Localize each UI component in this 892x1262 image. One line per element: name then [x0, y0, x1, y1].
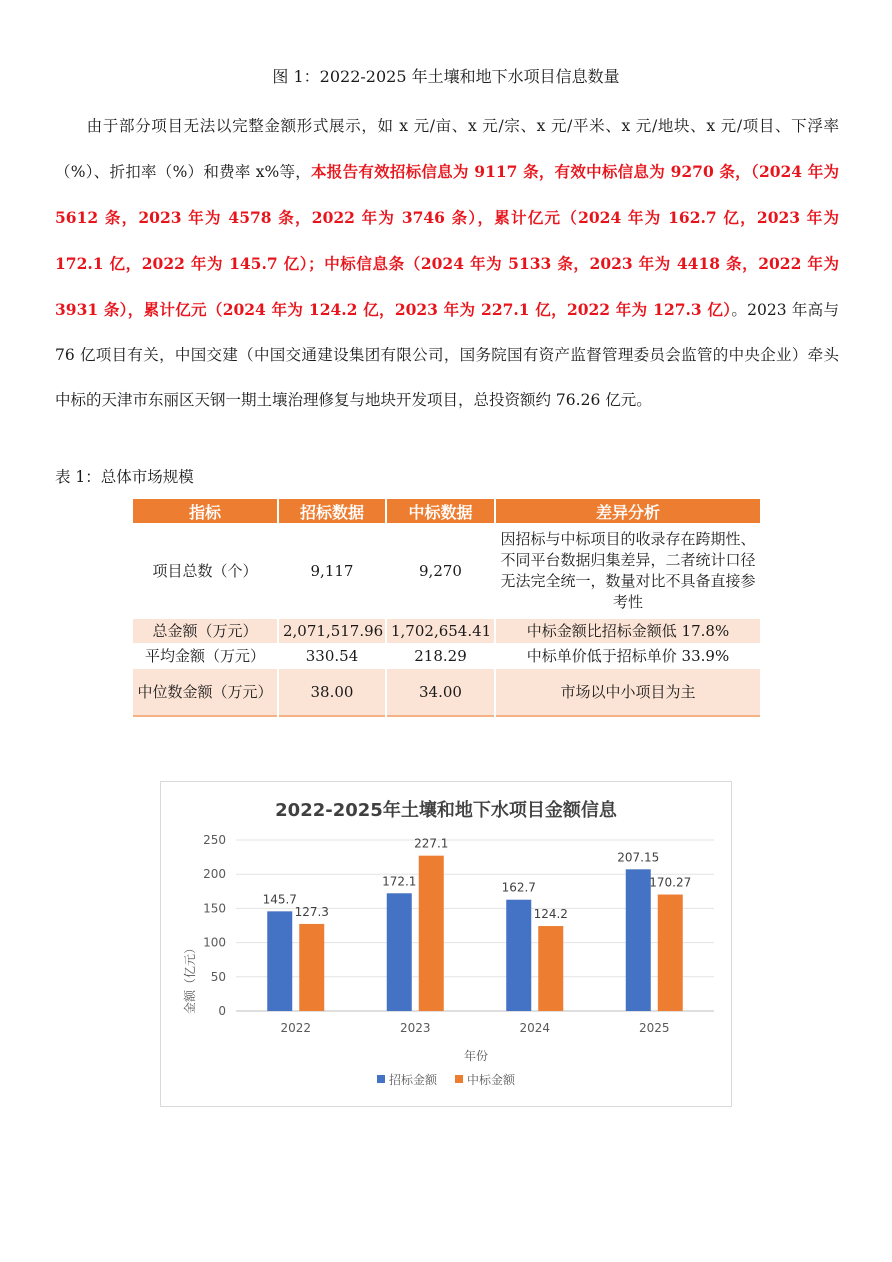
table-cell: 市场以中小项目为主 [495, 669, 760, 716]
data-label: 172.1 [382, 874, 417, 889]
y-tick-label: 100 [203, 935, 226, 950]
table-cell: 中标金额比招标金额低 17.8% [495, 619, 760, 643]
paragraph-highlight: 本报告有效招标信息为 9117 条，有效中标信息为 9270 条，（2024 年为 5612 条，2023 年为 4578 条，2022 年为 3746 条），累计亿元（2024 年为 162.7 亿，2023 年为 172.1 亿，2022 年为 145.7 亿）；中标信息条（2024 年为 5133 条，2023 年为 4418 条，2022 年为 3931 条），累计亿元（2024 年为 124.2 亿，2023 年为 227.1 亿，2022 年为 127.3 亿） [55, 162, 840, 319]
data-label: 127.3 [294, 904, 329, 919]
x-tick-label: 2023 [399, 1021, 431, 1035]
table-cell: 34.00 [386, 669, 495, 716]
header-indicator: 指标 [133, 499, 278, 523]
figure-caption: 图 1：2022-2025 年土壤和地下水项目信息数量 [272, 67, 620, 86]
y-axis-label: 金额（亿元） [183, 941, 197, 1015]
bar-tender-2023 [387, 893, 412, 1011]
table-cell: 中位数金额（万元） [133, 669, 278, 716]
x-axis-label: 年份 [463, 1049, 489, 1063]
table-cell: 218.29 [386, 643, 495, 669]
table-cell: 中标单价低于招标单价 33.9% [495, 643, 760, 669]
data-label: 124.2 [533, 907, 568, 922]
x-tick-label: 2024 [519, 1021, 551, 1035]
y-tick-label: 150 [203, 901, 226, 916]
bar-award-2023 [419, 856, 444, 1011]
data-label: 207.15 [617, 850, 660, 865]
table-cell: 项目总数（个） [133, 523, 278, 619]
table-header-row [133, 499, 760, 523]
data-label: 162.7 [501, 880, 536, 895]
chart-title: 2022-2025年土壤和地下水项目金额信息 [275, 800, 617, 821]
bar-award-2025 [658, 895, 683, 1011]
table-cell: 1,702,654.41 [386, 619, 495, 643]
table-row [133, 669, 760, 716]
legend-label: 中标金额 [467, 1073, 516, 1087]
bar-tender-2024 [506, 900, 531, 1011]
table-cell: 9,270 [386, 523, 495, 619]
table-cell: 总金额（万元） [133, 619, 278, 643]
header-award: 中标数据 [386, 499, 495, 523]
table-cell: 9,117 [278, 523, 386, 619]
y-tick-label: 250 [203, 833, 226, 847]
data-label: 227.1 [414, 836, 449, 851]
y-tick-label: 0 [218, 1004, 226, 1018]
table-row [133, 643, 760, 669]
y-tick-label: 50 [210, 969, 226, 984]
bar-tender-2025 [626, 869, 651, 1011]
data-label: 170.27 [649, 875, 692, 890]
body-paragraph [55, 104, 839, 423]
bar-tender-2022 [267, 911, 292, 1011]
header-analysis: 差异分析 [495, 499, 760, 523]
paragraph-text-2: 。2023 年高与 76 亿项目有关，中国交建（中国交通建设集团有限公司，国务院国有资产监督管理委员会监管的中央企业）牵头中标的天津市东丽区天钢一期土壤治理修复与地块开发项目，总投资额约 76.26 亿元。 [55, 301, 839, 409]
y-tick-label: 200 [203, 867, 226, 882]
table-row [133, 523, 760, 619]
table-cell: 平均金额（万元） [133, 643, 278, 669]
legend-swatch [377, 1075, 385, 1083]
bar-award-2024 [538, 926, 563, 1011]
bar-award-2022 [299, 924, 324, 1011]
legend-swatch [455, 1075, 463, 1083]
legend-label: 招标金额 [389, 1073, 438, 1087]
table-cell: 330.54 [278, 643, 386, 669]
x-tick-label: 2025 [638, 1021, 670, 1035]
table-cell: 38.00 [278, 669, 386, 716]
table-row [133, 619, 760, 643]
market-size-table [133, 499, 760, 717]
chart-legend [377, 1072, 516, 1087]
data-label: 145.7 [262, 892, 297, 907]
x-tick-label: 2022 [280, 1021, 312, 1035]
table-caption: 表 1：总体市场规模 [55, 468, 194, 486]
table-cell: 因招标与中标项目的收录存在跨期性、不同平台数据归集差异，二者统计口径无法完全统一，数量对比不具备直接参考性 [495, 523, 760, 619]
chart-svg [161, 782, 731, 1106]
chart-bars [263, 837, 692, 1035]
paragraph-text-1: 由于部分项目无法以完整金额形式展示，如 x 元/亩、x 元/宗、x 元/平米、x 元/地块、x 元/项目、下浮率（%）、折扣率（%）和费率 x%等， [55, 117, 839, 181]
header-tender: 招标数据 [278, 499, 386, 523]
table-cell: 2,071,517.96 [278, 619, 386, 643]
amount-chart [160, 781, 732, 1107]
